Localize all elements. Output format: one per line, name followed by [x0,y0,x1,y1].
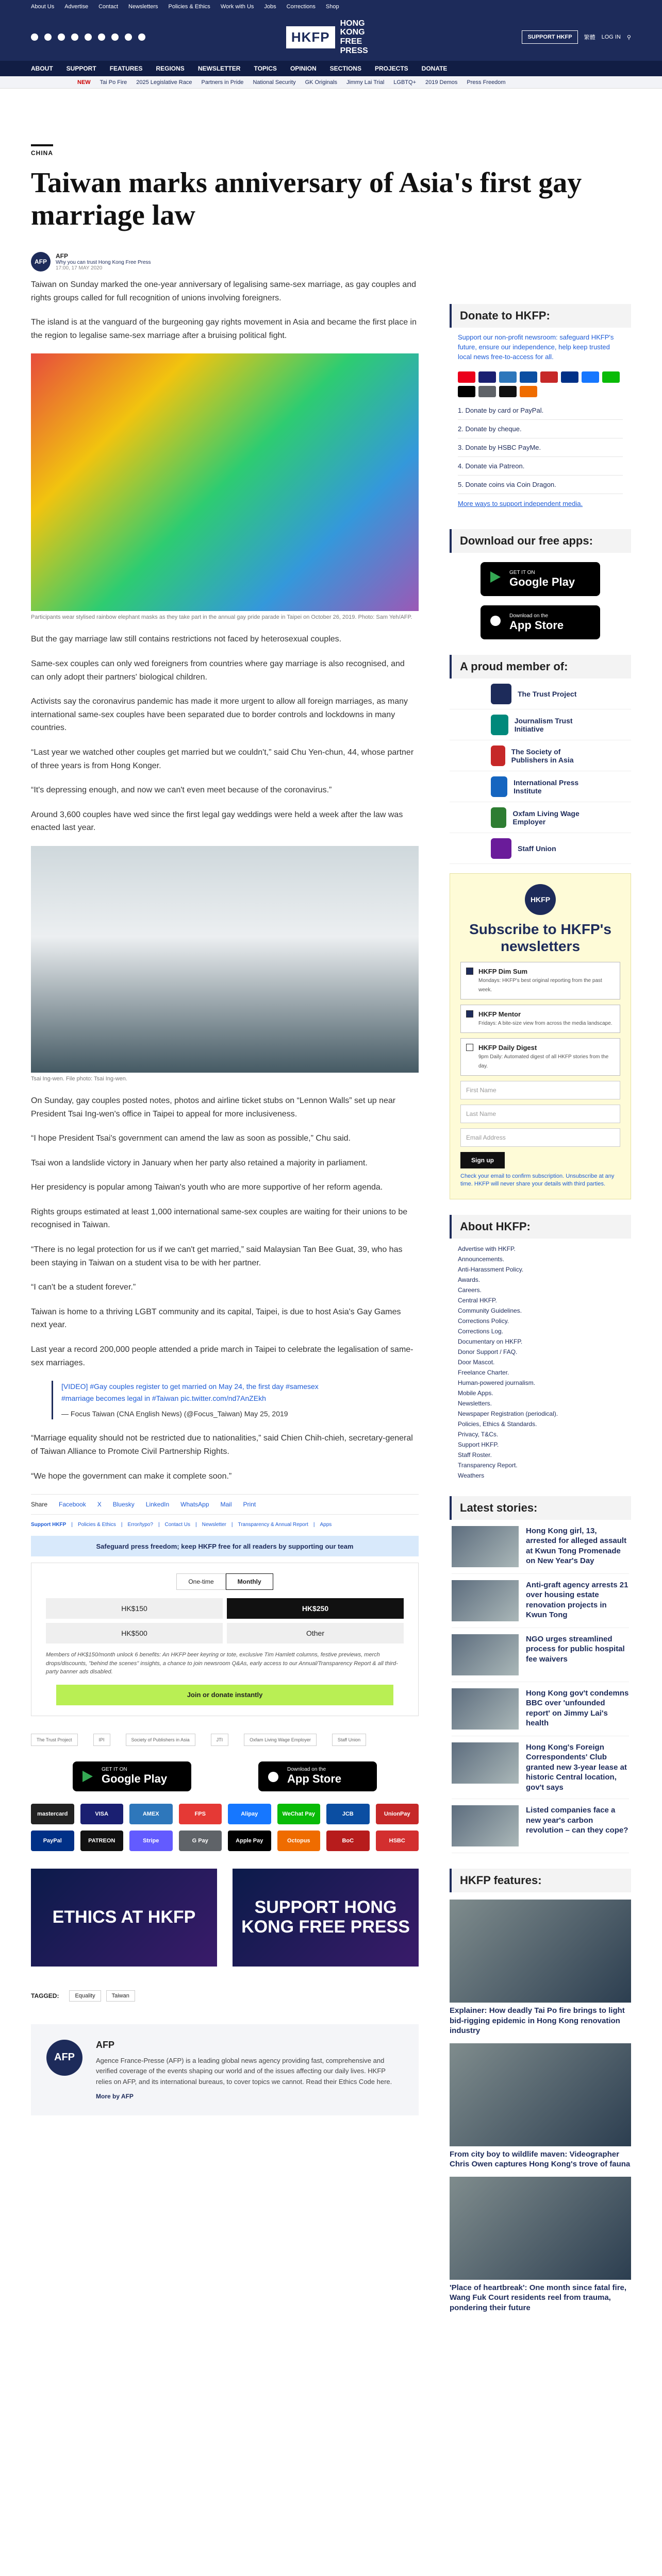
about-link[interactable]: Donor Support / FAQ. [458,1348,518,1355]
trending-link[interactable]: Jimmy Lai Trial [346,79,385,86]
story-thumbnail [452,1742,519,1784]
share-whatsapp[interactable]: WhatsApp [180,1501,209,1509]
utility-link[interactable]: About Us [31,4,55,10]
footer-link[interactable]: Transparency & Annual Report [238,1522,308,1528]
google-play-icon [489,570,502,584]
payment-logo: G Pay [179,1831,222,1851]
google-play-badge[interactable] [481,562,600,596]
about-link[interactable]: Privacy, T&Cs. [458,1430,499,1438]
story-item[interactable] [452,1799,629,1853]
latest-stories [450,1520,631,1854]
separator: | [313,1522,315,1528]
newsletter-signup [450,873,631,1199]
alipay-icon [582,371,599,383]
about-link[interactable]: Door Mascot. [458,1358,495,1366]
option-title: HKFP Daily Digest [478,1043,537,1052]
story-item[interactable] [452,1520,629,1574]
share-bar [31,1494,419,1515]
site-header [0,13,662,61]
about-link[interactable]: Policies, Ethics & Standards. [458,1420,537,1428]
unionpay-icon [540,371,558,383]
about-link[interactable]: Announcements. [458,1255,505,1263]
feature-image [450,2177,631,2280]
donate-method[interactable]: 3. Donate by HSBC PayMe. [458,438,623,457]
payment-logo: UnionPay [376,1804,419,1824]
utility-bar [0,0,662,13]
author-name[interactable]: AFP [56,252,68,260]
proud-member-heading: A proud member of: [450,655,631,679]
footer-link[interactable]: Error/typo? [127,1522,153,1528]
member-name: Oxfam Living Wage Employer [512,809,580,826]
story-title: Hong Kong's Foreign Correspondents' Club granted new 3-year lease at historic Central location, gov't says [526,1742,627,1792]
newsletter-title: Subscribe to HKFP's newsletters [469,921,611,954]
app-store-badge[interactable] [258,1761,377,1791]
paragraph: “Last year we watched other couples get married but we couldn't,” said Chu Yen-chun, 44, whose partner of three years is from Hong Konger. [31,748,414,770]
search-icon[interactable]: ⚲ [626,34,631,41]
donate-text [450,328,631,367]
support-button[interactable]: SUPPORT HKFP [522,30,577,44]
donate-method[interactable]: 1. Donate by card or PayPal. [458,401,623,420]
payment-logo: FPS [179,1804,222,1824]
nav-item[interactable]: NEWSLETTER [197,65,241,72]
story-title: Listed companies face a new year's carbon revolution – can they cope? [526,1806,628,1835]
about-link[interactable]: Staff Roster. [458,1451,492,1459]
story-item[interactable] [452,1628,629,1682]
linkedin-icon[interactable] [85,33,92,41]
apps-heading: Download our free apps: [450,529,631,553]
member-logo[interactable] [450,740,631,771]
feature-item[interactable] [450,1900,631,2036]
about-links [450,1239,631,1486]
tag[interactable]: Equality [69,1990,101,2002]
trending-link[interactable]: GK Originals [305,79,337,86]
instagram-icon[interactable] [58,33,65,41]
option-title: HKFP Dim Sum [478,967,528,975]
payment-logo: PayPal [31,1831,74,1851]
option-title: HKFP Mentor [478,1010,521,1018]
logo-text: HONG KONG FREE PRESS [340,19,368,55]
newsletter-option[interactable] [460,1038,620,1076]
story-thumbnail [452,1688,519,1730]
paragraph: “We hope the government can make it complete soon.” [31,1471,232,1481]
donate-method[interactable]: 4. Donate via Patreon. [458,457,623,476]
nav-item[interactable]: TOPICS [254,65,277,72]
story-thumbnail [452,1580,519,1621]
amount-option[interactable]: HK$150 [46,1598,223,1619]
story-title: Hong Kong gov't condemns BBC over 'unfounded report' on Jimmy Lai's health [526,1688,629,1728]
union-icon [491,838,511,859]
about-link[interactable]: Human-powered journalism. [458,1379,536,1386]
payment-logo: AMEX [129,1804,173,1824]
partner-logo[interactable]: JTI [211,1734,229,1746]
paragraph: Tsai won a landslide victory in January when her party also retained a majority in parliament. [31,1158,368,1167]
gpay-icon [478,386,496,397]
google-play-icon [81,1770,94,1783]
payment-logo: Alipay [228,1804,271,1824]
about-link[interactable]: Advertise with HKFP. [458,1245,516,1252]
share-print[interactable]: Print [243,1501,256,1509]
badge-title: App Store [509,618,564,632]
separator: | [195,1522,197,1528]
footer-link[interactable]: Contact Us [164,1522,191,1528]
nav-item[interactable]: REGIONS [156,65,185,72]
footer-link[interactable]: Policies & Ethics [77,1522,116,1528]
whatsapp-icon[interactable] [98,33,105,41]
donate-widget [31,1563,419,1716]
nav-item[interactable]: ABOUT [31,65,53,72]
nav-item[interactable]: SECTIONS [329,65,361,72]
story-title: Anti-graft agency arrests 21 over housing estate renovation projects in Kwun Tong [526,1580,628,1620]
member-logo[interactable] [450,802,631,833]
pride-parade-photo [31,353,419,611]
about-link[interactable]: Freelance Charter. [458,1368,509,1376]
more-ways [450,494,631,514]
about-link[interactable]: Corrections Log. [458,1327,504,1335]
oxfam-icon [491,807,506,828]
footer-link[interactable]: Support HKFP [31,1522,67,1528]
separator: | [121,1522,123,1528]
promo-banners [31,1869,419,1967]
octopus-icon [520,386,537,397]
story-thumbnail [452,1805,519,1846]
checkbox[interactable] [466,968,473,975]
support-banner[interactable]: SUPPORT HONG KONG FREE PRESS [233,1869,419,1967]
separator: | [71,1522,73,1528]
amex-icon [499,371,517,383]
latest-heading: Latest stories: [450,1496,631,1520]
tag[interactable]: Taiwan [106,1990,135,2002]
more-by-author-link[interactable]: More by AFP [96,2093,134,2100]
byline [31,252,631,272]
utility-link[interactable]: Policies & Ethics [168,4,210,10]
patreon-icon [499,386,517,397]
about-link[interactable]: Careers. [458,1286,482,1294]
paragraph: “Marriage equality should not be restricted due to nationalities,” said Chien Chih-chieh, secretary-general of Taiwan Alliance to Promote Civil Partnership Rights. [31,1434,413,1456]
payment-methods [31,1804,419,1851]
payment-logo: Stripe [129,1831,173,1851]
donate-method[interactable]: 2. Donate by cheque. [458,420,623,438]
paragraph: Activists say the coronavirus pandemic has made it more urgent to allow all foreign marriages, as many international same-sex couples have been separated due to border controls and lockdowns in many countries. [31,697,408,733]
ethics-banner[interactable]: ETHICS AT HKFP [31,1869,217,1967]
option-desc: Fridays: A bite-size view from across the media landscape. [478,1020,613,1026]
member-name: Journalism Trust Initiative [514,716,573,733]
language-link[interactable]: 繁體 [584,35,595,41]
story-item[interactable] [452,1682,629,1736]
about-link[interactable]: Weathers [458,1471,485,1479]
x-icon[interactable] [44,33,52,41]
story-thumbnail [452,1526,519,1567]
partner-logos [31,1734,419,1746]
payment-logo: JCB [326,1804,370,1824]
checkbox[interactable] [466,1044,473,1051]
apple-icon [489,614,502,627]
article-header [31,113,631,272]
amount-option[interactable]: HK$250 [227,1598,404,1619]
paragraph: Rights groups estimated at least 1,000 international same-sex couples are waiting for their unions to be recognised in Taiwan. [31,1207,408,1230]
email-field[interactable]: Email Address [460,1128,620,1147]
partner-logo[interactable]: Staff Union [332,1734,366,1746]
feature-title: From city boy to wildlife maven: Videographer Chris Owen captures Hong Kong's trove of fauna [450,2149,631,2169]
site-logo[interactable] [286,19,382,55]
logo-mark: HKFP [286,26,335,48]
partner-logo[interactable]: IPI [93,1734,110,1746]
share-linkedin[interactable]: LinkedIn [145,1501,170,1509]
paypal-icon [561,371,578,383]
newsletter-option[interactable] [460,1005,620,1033]
frequency-toggle [46,1573,404,1590]
bluesky-icon[interactable] [111,33,119,41]
badge-small: Download on the [509,613,549,619]
paragraph: Her presidency is popular among Taiwan's youth who are more supportive of her reform agenda. [31,1183,383,1192]
embedded-tweet[interactable] [52,1381,340,1419]
paragraph: But the gay marriage law still contains restrictions not faced by heterosexual couples. [31,635,342,644]
monthly-tab[interactable]: Monthly [226,1573,273,1590]
photo-caption: Tsai Ing-wen. File photo: Tsai Ing-wen. [31,1075,127,1082]
sopa-icon [491,745,505,766]
utility-link[interactable]: Work with Us [220,4,254,10]
press-freedom-banner[interactable]: Safeguard press freedom; keep HKFP free for all readers by supporting our team [31,1536,419,1556]
article-body [31,278,419,2115]
feature-image [450,1900,631,2003]
trending-link[interactable]: National Security [253,79,296,86]
tag-list [31,1990,419,2002]
paragraph: Taiwan is home to a thriving LGBT community and its capital, Taipei, is due to host Asia's Gay Games next year. [31,1307,401,1330]
tags-label: TAGGED: [31,1992,59,1999]
about-heading: About HKFP: [450,1215,631,1239]
more-ways-link[interactable]: More ways to support independent media. [458,499,583,507]
app-badges [31,1761,419,1791]
rss-icon[interactable] [138,33,145,41]
jcb-icon [520,371,537,383]
story-item[interactable] [452,1736,629,1800]
tweet-meta[interactable]: — Focus Taiwan (CNA English News) (@Focus_Taiwan) May 25, 2019 [61,1410,288,1418]
trust-project-icon [491,684,511,704]
about-link[interactable]: Mobile Apps. [458,1389,493,1397]
threads-icon[interactable] [125,33,132,41]
member-name: The Trust Project [518,689,577,698]
about-link[interactable]: Documentary on HKFP. [458,1337,523,1345]
features-heading: HKFP features: [450,1869,631,1892]
about-link[interactable]: Newspaper Registration (periodical). [458,1410,558,1417]
nav-item[interactable]: PROJECTS [374,65,408,72]
payment-logo: mastercard [31,1804,74,1824]
partner-logo[interactable]: Oxfam Living Wage Employer [244,1734,317,1746]
feature-title: 'Place of heartbreak': One month since fatal fire, Wang Fuk Court residents reel from trauma, pondering their future [450,2283,627,2312]
newsletter-note: Check your email to confirm subscription. Unsubscribe at any time. HKFP will never share your details with third parties. [460,1173,615,1188]
sidebar [450,304,631,2313]
payment-logo: Octopus [277,1831,321,1851]
share-facebook[interactable]: Facebook [59,1501,86,1509]
amount-grid [46,1598,404,1643]
trending-link[interactable]: 2019 Demos [425,79,458,86]
amount-option[interactable]: Other [227,1623,404,1643]
partner-logo[interactable]: Society of Publishers in Asia [126,1734,195,1746]
donate-heading: Donate to HKFP: [450,304,631,328]
google-play-badge[interactable] [73,1761,191,1791]
ipi-icon [491,776,507,797]
paragraph: Taiwan on Sunday marked the one-year anniversary of legalising same-sex marriage, as gay couples and rights groups called for full recognition of unions involving foreigners. [31,280,417,302]
paragraph: “It's depressing enough, and now we can't even meet because of the coronavirus.” [31,786,332,795]
member-name: The Society of Publishers in Asia [511,747,574,764]
payment-logo: PATREON [80,1831,124,1851]
jti-icon [491,715,508,735]
publish-date: 17:00, 17 MAY 2020 [56,265,103,272]
footer-link[interactable]: Apps [320,1522,332,1528]
card-logos [450,367,631,401]
nav-item[interactable]: SUPPORT [66,65,96,72]
about-link[interactable]: Central HKFP. [458,1296,497,1304]
author-bio: Agence France-Presse (AFP) is a leading global news agency providing fast, comprehensive and verified coverage of the events shaping our world and of the issues affecting our daily lives. HKFP relies on AFP, and its international bureaus, to cover topics we cannot. Read their Ethics Code here. [96,2056,392,2086]
social-icons [31,33,145,41]
donate-method[interactable]: 5. Donate coins via Coin Dragon. [458,476,623,494]
paragraph: “There is no legal protection for us if we can't get married,” said Malaysian Tan Bee Guat, 39, who has been staying in Taiwan on a student visa to be with her partner. [31,1245,403,1267]
option-desc: Mondays: HKFP's best original reporting from the past week. [478,977,602,993]
trending-link[interactable]: LGBTQ+ [393,79,417,86]
payment-logo: HSBC [376,1831,419,1851]
story-title: NGO urges streamlined process for public hospital fee waivers [526,1634,625,1664]
utility-link[interactable]: Advertise [64,4,89,10]
badge-title: App Store [287,1772,342,1786]
footer-links [31,1522,419,1528]
newsletter-logo: HKFP [525,884,556,915]
apple-icon [267,1770,280,1783]
utility-link[interactable]: Corrections [286,4,316,10]
article-title: Taiwan marks anniversary of Asia's first gay marriage law [31,167,582,231]
one-time-tab[interactable]: One-time [176,1573,225,1590]
utility-link[interactable]: Shop [325,4,339,10]
feature-item[interactable] [450,2177,631,2313]
payment-logo: Apple Pay [228,1831,271,1851]
visa-icon [478,371,496,383]
newsletter-option[interactable] [460,962,620,999]
member-name: Staff Union [518,844,556,853]
trending-link[interactable]: 2025 Legislative Race [136,79,192,86]
payment-logo: VISA [80,1804,124,1824]
trending-link[interactable]: Partners in Pride [201,79,244,86]
about-link[interactable]: Support HKFP. [458,1440,499,1448]
nav-item[interactable]: FEATURES [109,65,143,72]
share-bluesky[interactable]: Bluesky [112,1501,135,1509]
tsai-ing-wen-photo [31,846,419,1073]
badge-small: Download on the [287,1767,326,1773]
badge-small: GET IT ON [102,1767,127,1773]
feature-image [450,2043,631,2146]
paragraph: Last year a record 200,000 people attended a pride march in Taipei to celebrate the legalisation of same-sex marriages. [31,1345,413,1367]
nav-item[interactable]: OPINION [290,65,317,72]
utility-link[interactable]: Newsletters [128,4,158,10]
share-x[interactable]: X [97,1501,102,1509]
about-link[interactable]: Transparency Report. [458,1461,518,1469]
member-logo[interactable] [450,709,631,740]
story-item[interactable] [452,1574,629,1628]
checkbox[interactable] [466,1010,473,1018]
footer-link[interactable]: Newsletter [202,1522,226,1528]
member-logo[interactable] [450,771,631,802]
applepay-icon [458,386,475,397]
author-box [31,2024,419,2115]
trending-bar [0,76,662,89]
trust-link[interactable]: Why you can trust Hong Kong Free Press [56,260,151,266]
header-actions [522,30,631,44]
about-link[interactable]: Awards. [458,1276,481,1283]
share-label: Share [31,1501,48,1509]
author-name[interactable]: AFP [96,2039,114,2050]
paragraph: “I can't be a student forever.” [31,1283,136,1292]
story-title: Hong Kong girl, 13, arrested for alleged assault at Kwun Tong Promenade on New Year's Day [526,1526,627,1566]
app-store-badge[interactable] [481,605,600,639]
badge-title: Google Play [509,575,575,588]
tweet-text[interactable]: [VIDEO] #Gay couples register to get married on May 24, the first day #samesex #marriage becomes legal in #Taiwan pic.twitter.com/nd7AnZEkh [61,1382,319,1402]
payment-logo: WeChat Pay [277,1804,321,1824]
wechat-icon [602,371,620,383]
share-mail[interactable]: Mail [220,1501,232,1509]
paragraph: Around 3,600 couples have wed since the first legal gay weddings were held a week after the law was enacted last year. [31,810,403,833]
last-name-field[interactable]: Last Name [460,1105,620,1123]
signup-button[interactable]: Sign up [460,1152,505,1168]
paragraph: “I hope President Tsai's government can amend the law as soon as possible,” Chu said. [31,1134,351,1143]
feature-title: Explainer: How deadly Tai Po fire brings to light bid-rigging epidemic in Hong Kong renovation industry [450,2006,625,2036]
author-avatar[interactable]: AFP [31,252,51,272]
new-badge: NEW [77,79,91,86]
login-link[interactable]: LOG IN [601,34,621,40]
photo-caption: Participants wear stylised rainbow elephant masks as they take part in the annual gay pride parade in Taipei on October 26, 2019. Photo: Sam Yeh/AFP. [31,614,412,621]
donate-link[interactable]: Support our non-profit newsroom: safeguard HKFP's future, ensure our independence, help keep trusted local news free-to-access for all. [458,333,614,361]
separator: | [158,1522,160,1528]
member-benefits: Members of HK$150/month unlock 6 benefits: An HKFP beer keyring or tote, exclusive Tim Hamlett columns, festive previews, merch drops/discounts, "behind the scenes" insights, a chance to join newsroom Q&As, early access to our Annual/Transparency Report & all third-party banner ads disabled. [46,1652,398,1675]
amount-option[interactable]: HK$500 [46,1623,223,1643]
category-label[interactable]: CHINA [31,144,53,157]
youtube-icon[interactable] [71,33,78,41]
utility-link[interactable]: Contact [98,4,119,10]
utility-link[interactable]: Jobs [264,4,276,10]
first-name-field[interactable]: First Name [460,1081,620,1099]
trending-link[interactable]: Tai Po Fire [100,79,127,86]
feature-item[interactable] [450,2043,631,2170]
partner-logo[interactable]: The Trust Project [31,1734,78,1746]
trending-link[interactable]: Press Freedom [467,79,506,86]
option-desc: 9pm Daily: Automated digest of all HKFP stories from the day. [478,1054,609,1069]
paragraph: Same-sex couples can only wed foreigners from countries where gay marriage is also recognised, and can only adopt their partners' biological children. [31,659,405,682]
member-logo[interactable] [450,833,631,864]
mastercard-icon [458,371,475,383]
facebook-icon[interactable] [31,33,38,41]
nav-item[interactable]: DONATE [421,65,448,72]
member-name: International Press Institute [514,778,579,795]
about-link[interactable]: Corrections Policy. [458,1317,509,1325]
paragraph: The island is at the vanguard of the burgeoning gay rights movement in Asia and became the first place in the region to legalise same-sex marriage after a bruising political fight. [31,318,417,340]
separator: | [231,1522,233,1528]
paragraph: On Sunday, gay couples posted notes, photos and airline ticket stubs on “Lennon Walls” set up near President Tsai Ing-wen's office in Taipei to appeal for more inclusiveness. [31,1096,396,1118]
story-thumbnail [452,1634,519,1675]
donate-methods [450,401,631,494]
badge-small: GET IT ON [509,569,535,575]
about-link[interactable]: Anti-Harassment Policy. [458,1265,524,1273]
main-nav [0,61,662,76]
join-button[interactable]: Join or donate instantly [56,1685,393,1705]
badge-title: Google Play [102,1772,168,1786]
about-link[interactable]: Newsletters. [458,1399,492,1407]
member-logo[interactable] [450,679,631,709]
about-link[interactable]: Community Guidelines. [458,1307,522,1314]
author-avatar[interactable]: AFP [46,2040,82,2076]
payment-logo: BoC [326,1831,370,1851]
